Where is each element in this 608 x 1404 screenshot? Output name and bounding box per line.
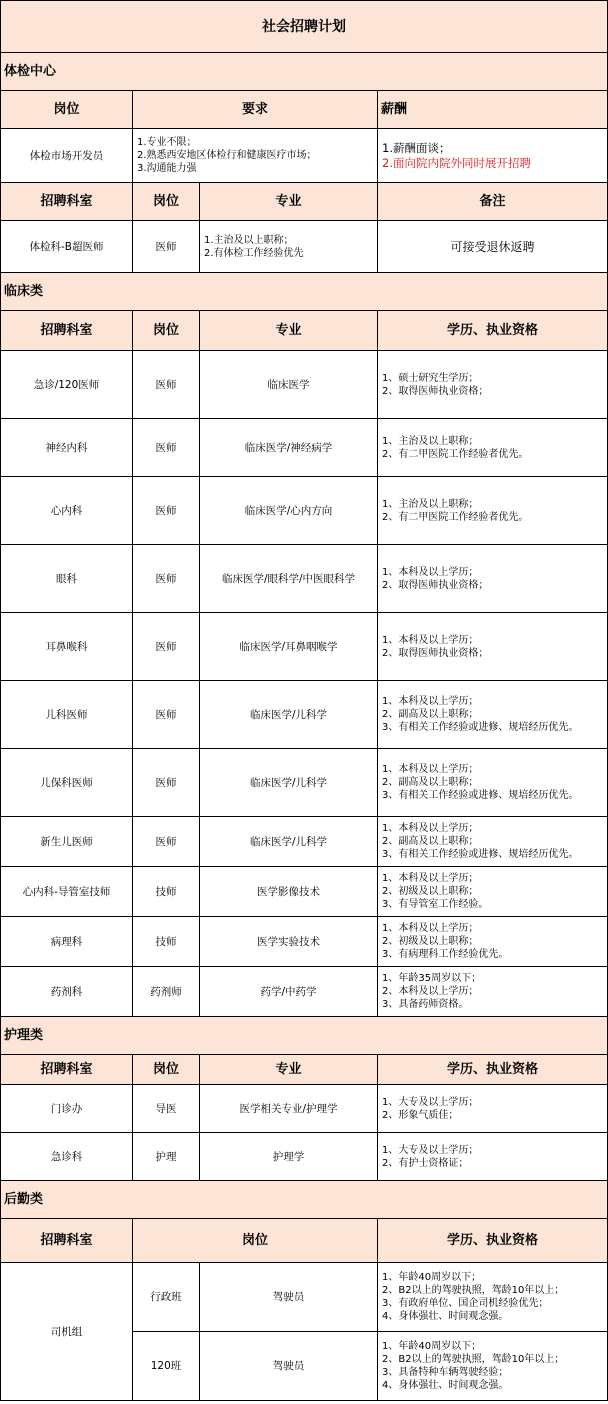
dept-cell: 神经内科 bbox=[1, 419, 133, 477]
table-row bbox=[1, 749, 608, 817]
position-cell: 护理 bbox=[133, 1133, 200, 1181]
dept-cell: 药剂科 bbox=[1, 967, 133, 1017]
position-cell: 医师 bbox=[133, 477, 200, 545]
position-cell: 驾驶员 bbox=[200, 1332, 378, 1401]
table-row bbox=[1, 681, 608, 749]
qualification-cell: 1、主治及以上职称； 2、有二甲医院工作经验者优先。 bbox=[378, 419, 608, 477]
dept-cell: 急诊科 bbox=[1, 1133, 133, 1181]
table-row bbox=[1, 613, 608, 681]
position-cell: 医师 bbox=[133, 681, 200, 749]
qualification-cell: 1、大专及以上学历； 2、有护士资格证； bbox=[378, 1133, 608, 1181]
section-title-tijian: 体检中心 bbox=[1, 53, 608, 91]
header-qualification: 学历、执业资格 bbox=[378, 311, 608, 351]
table-row bbox=[1, 477, 608, 545]
clinical-rows bbox=[1, 351, 608, 1017]
page-title: 社会招聘计划 bbox=[1, 1, 608, 53]
header-requirement: 要求 bbox=[133, 91, 378, 129]
header-salary: 薪酬 bbox=[378, 91, 608, 129]
position-cell: 医师 bbox=[133, 419, 200, 477]
requirement-cell: 1.专业不限； 2.熟悉西安地区体检行和健康医疗市场； 3.沟通能力强 bbox=[133, 129, 378, 183]
dept-cell: 儿保科医师 bbox=[1, 749, 133, 817]
header-position: 岗位 bbox=[1, 91, 133, 129]
qualification-cell: 1、本科及以上学历； 2、初级及以上职称； 3、有导管室工作经验。 bbox=[378, 867, 608, 917]
major-cell: 护理学 bbox=[200, 1133, 378, 1181]
qualification-cell: 1、本科及以上学历； 2、初级及以上职称； 3、有病理科工作经验优先。 bbox=[378, 917, 608, 967]
major-cell: 药学/中药学 bbox=[200, 967, 378, 1017]
major-cell: 临床医学/儿科学 bbox=[200, 749, 378, 817]
dept-cell: 急诊/120医师 bbox=[1, 351, 133, 419]
major-cell: 临床医学 bbox=[200, 351, 378, 419]
table-row bbox=[1, 545, 608, 613]
major-cell: 临床医学/耳鼻咽喉学 bbox=[200, 613, 378, 681]
dept-cell: 司机组 bbox=[1, 1263, 133, 1401]
qualification-cell: 1、年龄35周岁以下； 2、本科及以上学历； 3、具备药师资格。 bbox=[378, 967, 608, 1017]
section-title-clinical: 临床类 bbox=[1, 273, 608, 311]
major-cell: 医学影像技术 bbox=[200, 867, 378, 917]
qualification-cell: 1、主治及以上职称； 2、有二甲医院工作经验者优先。 bbox=[378, 477, 608, 545]
salary-cell: 1.薪酬面谈； 2.面向院内院外同时展开招聘 bbox=[378, 129, 608, 183]
header-major: 专业 bbox=[200, 183, 378, 221]
position-cell: 医师 bbox=[133, 545, 200, 613]
position-cell: 医师 bbox=[133, 221, 200, 273]
dept-cell: 耳鼻喉科 bbox=[1, 613, 133, 681]
table-row bbox=[1, 817, 608, 867]
table-row bbox=[1, 867, 608, 917]
position-cell: 医师 bbox=[133, 817, 200, 867]
header-dept: 招聘科室 bbox=[1, 1219, 133, 1263]
qualification-cell: 1、本科及以上学历； 2、取得医师执业资格； bbox=[378, 613, 608, 681]
major-cell: 临床医学/神经病学 bbox=[200, 419, 378, 477]
major-cell: 1.主治及以上职称； 2.有体检工作经验优先 bbox=[200, 221, 378, 273]
shift-cell: 120班 bbox=[133, 1332, 200, 1401]
dept-cell: 眼科 bbox=[1, 545, 133, 613]
major-cell: 医学实验技术 bbox=[200, 917, 378, 967]
qualification-cell: 1、本科及以上学历； 2、副高及以上职称； 3、有相关工作经验或进修、规培经历优先。 bbox=[378, 749, 608, 817]
qualification-cell: 1、本科及以上学历； 2、副高及以上职称； 3、有相关工作经验或进修、规培经历优先。 bbox=[378, 817, 608, 867]
position-cell: 技师 bbox=[133, 917, 200, 967]
header-position: 岗位 bbox=[133, 1219, 378, 1263]
nursing-rows bbox=[1, 1085, 608, 1181]
dept-cell: 病理科 bbox=[1, 917, 133, 967]
header-dept: 招聘科室 bbox=[1, 183, 133, 221]
position-cell: 医师 bbox=[133, 749, 200, 817]
qualification-cell: 1、大专及以上学历； 2、形象气质佳； bbox=[378, 1085, 608, 1133]
position-cell: 医师 bbox=[133, 351, 200, 419]
position-cell: 体检市场开发员 bbox=[1, 129, 133, 183]
table-row bbox=[1, 967, 608, 1017]
dept-cell: 心内科-导管室技师 bbox=[1, 867, 133, 917]
header-dept: 招聘科室 bbox=[1, 1055, 133, 1085]
dept-cell: 门诊办 bbox=[1, 1085, 133, 1133]
note-cell: 可接受退休返聘 bbox=[378, 221, 608, 273]
header-qualification: 学历、执业资格 bbox=[378, 1219, 608, 1263]
major-cell: 临床医学/儿科学 bbox=[200, 817, 378, 867]
header-major: 专业 bbox=[200, 1055, 378, 1085]
qualification-cell: 1、年龄40周岁以下； 2、B2以上的驾驶执照，驾龄10年以上； 3、有政府单位、国企司机经验优先； 4、身体强壮、时间观念强。 bbox=[378, 1263, 608, 1332]
major-cell: 临床医学/眼科学/中医眼科学 bbox=[200, 545, 378, 613]
qualification-cell: 1、硕士研究生学历； 2、取得医师执业资格； bbox=[378, 351, 608, 419]
header-position: 岗位 bbox=[133, 311, 200, 351]
dept-cell: 体检科-B超医师 bbox=[1, 221, 133, 273]
dept-cell: 儿科医师 bbox=[1, 681, 133, 749]
table-row bbox=[1, 221, 608, 273]
header-major: 专业 bbox=[200, 311, 378, 351]
dept-cell: 心内科 bbox=[1, 477, 133, 545]
table-row bbox=[1, 1133, 608, 1181]
table-row bbox=[1, 129, 608, 183]
position-cell: 药剂师 bbox=[133, 967, 200, 1017]
header-position: 岗位 bbox=[133, 183, 200, 221]
qualification-cell: 1、本科及以上学历； 2、副高及以上职称； 3、有相关工作经验或进修、规培经历优先。 bbox=[378, 681, 608, 749]
salary-note-red: 2.面向院内院外同时展开招聘 bbox=[382, 155, 531, 170]
header-dept: 招聘科室 bbox=[1, 311, 133, 351]
section-title-logistics: 后勤类 bbox=[1, 1181, 608, 1219]
position-cell: 导医 bbox=[133, 1085, 200, 1133]
major-cell: 医学相关专业/护理学 bbox=[200, 1085, 378, 1133]
position-cell: 驾驶员 bbox=[200, 1263, 378, 1332]
header-qualification: 学历、执业资格 bbox=[378, 1055, 608, 1085]
dept-cell: 新生儿医师 bbox=[1, 817, 133, 867]
shift-cell: 行政班 bbox=[133, 1263, 200, 1332]
table-row bbox=[1, 351, 608, 419]
position-cell: 技师 bbox=[133, 867, 200, 917]
qualification-cell: 1、本科及以上学历； 2、取得医师执业资格； bbox=[378, 545, 608, 613]
major-cell: 临床医学/儿科学 bbox=[200, 681, 378, 749]
table-row bbox=[1, 1263, 608, 1332]
section-title-nursing: 护理类 bbox=[1, 1017, 608, 1055]
table-row bbox=[1, 1085, 608, 1133]
table-row bbox=[1, 419, 608, 477]
major-cell: 临床医学/心内方向 bbox=[200, 477, 378, 545]
header-position: 岗位 bbox=[133, 1055, 200, 1085]
table-row bbox=[1, 917, 608, 967]
header-note: 备注 bbox=[378, 183, 608, 221]
position-cell: 医师 bbox=[133, 613, 200, 681]
qualification-cell: 1、年龄40周岁以下； 2、B2以上的驾驶执照，驾龄10年以上； 3、具备特种车辆驾驶经验； 4、身体强壮、时间观念强。 bbox=[378, 1332, 608, 1401]
